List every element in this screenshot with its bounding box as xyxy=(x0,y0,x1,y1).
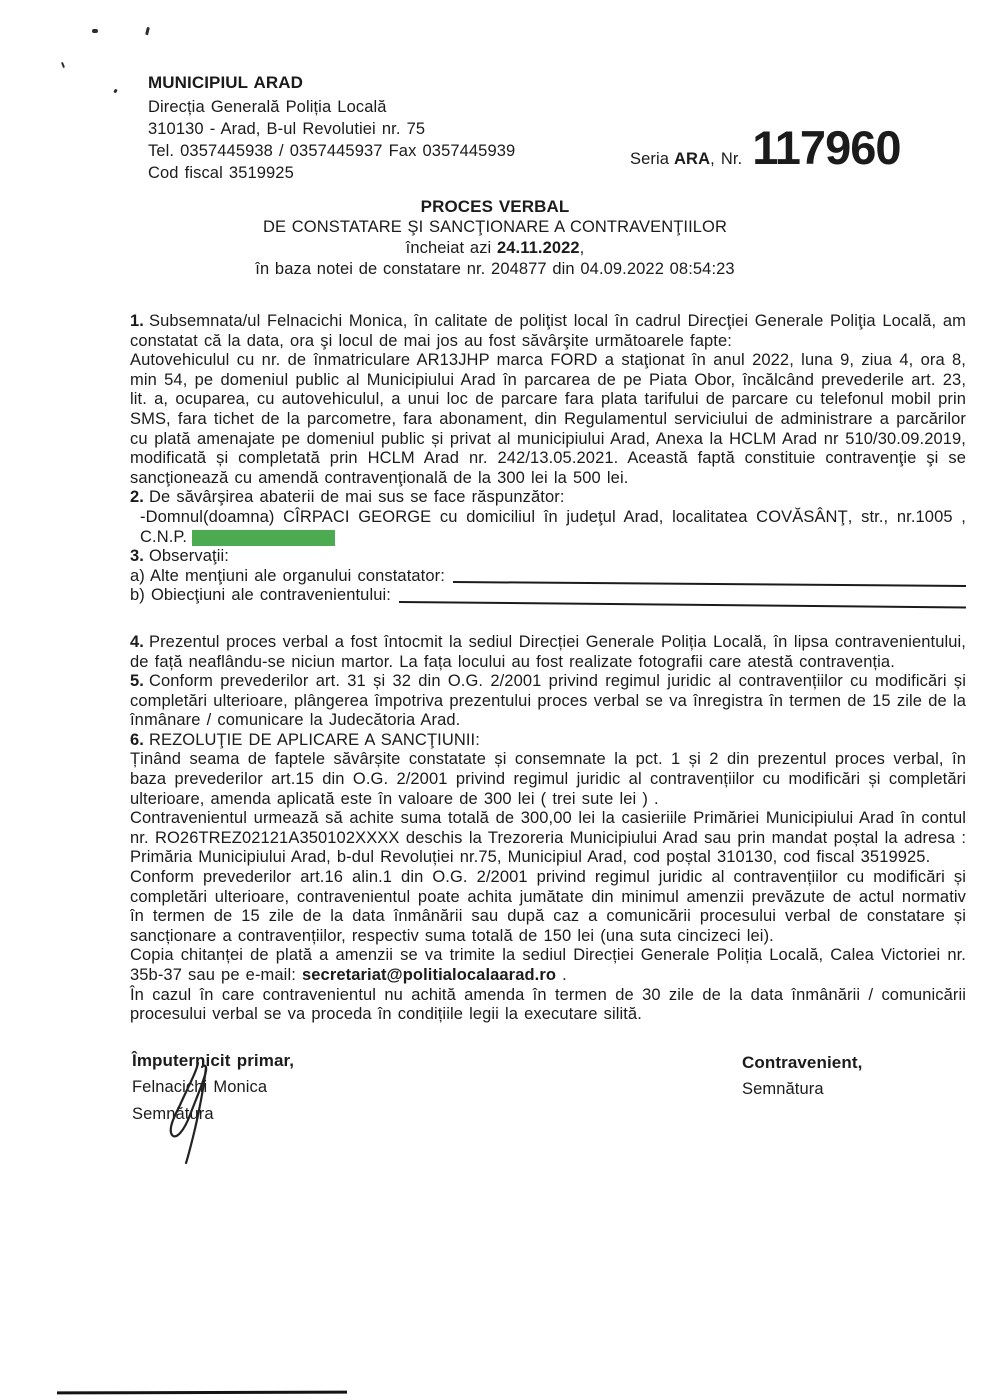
title-line-2: DE CONSTATARE ŞI SANCŢIONARE A CONTRAVENŢIILOR xyxy=(262,218,728,236)
resolution-paragraph-1: Ținând seama de faptele săvârșite constatate și consemnate la pct. 1 și 2 din prezentul proces verbal, în baza prevederilor art.15 din O.G. 2/2001 privind regimul juridic al contravențiilor cu modificări și completări ulterioare, amenda aplicată este în valoare de 300 lei ( trei sute lei ) . xyxy=(130,750,966,808)
org-name: MUNICIPIUL ARAD xyxy=(148,73,303,92)
observation-row-a xyxy=(130,567,966,587)
document-body xyxy=(130,312,966,1191)
scan-speck xyxy=(92,29,98,33)
section-number-1: 1. xyxy=(130,312,144,330)
officer-signature-title: Împuternicit primar, xyxy=(132,1050,295,1070)
paragraph-1-facts: Autovehiculul cu nr. de înmatriculare AR13JHP marca FORD a staţionat în anul 2022, luna 9, ziua 4, ora 8, min 54, pe domeniul public al Municipiului Arad în parcarea de pe Piata Obor, încălcând prevederile art. 23, lit. a, ocuparea, cu autovehiculul, a unui loc de parcare fara plata tarifului de parcare cu telefonul mobil prin SMS, fara tichet de la parcometre, fara abonament, din Regulamentul serviciului de administrare a parcărilor cu plată amenajate pe domeniul public și privat al municipiului Arad, Anexa la HCLM Arad nr 510/30.09.2019, modificată și completată prin HCLM Arad nr. 242/13.05.2021. Această faptă constituie contravenţie şi se sancţionează cu amendă contravenţională de la 300 lei la 500 lei. xyxy=(130,351,966,487)
series-value: ARA xyxy=(674,150,711,168)
series-label: Seria xyxy=(630,150,670,168)
observation-row-b xyxy=(130,586,966,606)
issuer-block xyxy=(148,72,515,184)
handwritten-signature xyxy=(160,1057,222,1169)
paragraph-1-intro-text: Subsemnata/ul Felnacichi Monica, în calitate de poliţist local în cadrul Direcţiei Generale Poliţia Locală, am constatat că la data, ora şi locul de mai jos au fost săvârşite următoarele fapte: xyxy=(130,312,966,350)
resolution-paragraph-5: În cazul în care contravenientul nu achită amenda în termen de 30 zile de la data înmânării / comunicării procesului verbal se va proceda în condițiile legii la executare silită. xyxy=(130,985,966,1024)
paragraph-5-text: Conform prevederilor art. 31 și 32 din O.G. 2/2001 privind regimul juridic al contravențiilor cu modificări și completări ulterioare, plângerea împotriva prezentului proces verbal se va înregistra în termen de 15 zile de la înmânare / comunicare la Judecătoria Arad. xyxy=(130,672,966,730)
section-number-3: 3. xyxy=(130,547,144,566)
section-number-2: 2. xyxy=(130,488,144,507)
officer-signature-label: Semnătura xyxy=(132,1104,214,1123)
document-number: 117960 xyxy=(752,121,901,174)
paragraph-4 xyxy=(130,633,966,672)
receipt-copy-tail: . xyxy=(556,966,567,984)
resolution-paragraph-4 xyxy=(130,946,966,985)
date-suffix: , xyxy=(579,239,585,257)
address-line: 310130 - Arad, B-ul Revolutiei nr. 75 xyxy=(148,120,426,138)
paragraph-1-intro xyxy=(130,312,966,351)
section-6-heading xyxy=(130,731,966,751)
offender-text: -Domnul(doamna) CÎRPACI GEORGE cu domiciliul în judeţul Arad, localitatea COVĂSÂNŢ, str., nr.1005 , C.N.P. xyxy=(140,507,966,546)
section-6-heading-text: REZOLUŢIE DE APLICARE A SANCŢIUNII: xyxy=(148,730,480,749)
cnp-redaction-block xyxy=(192,530,335,546)
section-gap xyxy=(130,606,966,633)
section-2-heading xyxy=(130,488,966,508)
section-3-heading-text: Observaţii: xyxy=(148,547,229,566)
resolution-paragraph-3: Conform prevederilor art.16 alin.1 din O.G. 2/2001 privind regimul juridic al contravențiilor cu modificări și completări ulterioare, contravenientul poate achita jumătate din minimul amenzii prevăzute de actul normativ în termen de 15 zile de la data înmânării sau după caz a comunicării procesului verbal de constatare și sancționare a contravențiilor, respectiv suma totală de 150 lei (una suta cincizeci lei). xyxy=(130,868,966,945)
document-title xyxy=(0,196,990,280)
offender-signature-label: Semnătura xyxy=(742,1080,824,1099)
section-2-heading-text: De săvârşirea abaterii de mai sus se face răspunzător: xyxy=(148,488,565,507)
officer-name: Felnacichi Monica xyxy=(132,1078,268,1097)
section-3-heading xyxy=(130,547,966,567)
fiscal-code-line: Cod fiscal 3519925 xyxy=(148,164,294,182)
officer-signature-block xyxy=(132,1051,294,1125)
section-number-4: 4. xyxy=(130,632,144,651)
date-prefix: încheiat azi xyxy=(405,239,497,257)
title-basis-line: în baza notei de constatare nr. 204877 din 04.09.2022 08:54:23 xyxy=(255,260,735,278)
section-number-5: 5. xyxy=(130,672,144,691)
number-label: , Nr. xyxy=(710,150,743,168)
scan-speck xyxy=(113,89,118,94)
signature-area xyxy=(130,1051,966,1191)
observation-b-label: b) Obiecţiuni ale contravenientului: xyxy=(130,586,391,605)
offender-line xyxy=(130,508,966,547)
paragraph-4-text: Prezentul proces verbal a fost întocmit la sediul Direcției Generale Poliția Locală, în lipsa contravenientului, de față neaflându-se niciun martor. La fața locului au fost realizate fotografii care atestă contravenția. xyxy=(130,632,966,671)
scan-speck xyxy=(145,27,150,35)
observation-a-label: a) Alte menţiuni ale organului constatator: xyxy=(130,566,445,585)
title-date-line xyxy=(0,238,990,259)
section-number-6: 6. xyxy=(130,730,144,749)
scan-speck xyxy=(61,62,65,68)
offender-signature-block xyxy=(742,1053,862,1100)
phone-line: Tel. 0357445938 / 0357445937 Fax 0357445939 xyxy=(148,142,516,160)
scan-edge-line xyxy=(57,1391,347,1395)
receipt-copy-text: Copia chitanței de plată a amenzii se va trimite la sediul Direcției Generale Poliția Locală, Calea Victoriei nr. 35b-37 sau pe e-mail: xyxy=(130,946,966,984)
resolution-paragraph-2: Contravenientul urmează să achite suma totală de 300,00 lei la casieriile Primăriei Municipiului Arad în contul nr. RO26TREZ02121A350102XXXX deschis la Trezoreria Municipiului Arad sau prin mandat poștal la adresa : Primăria Municipiului Arad, b-dul Revoluției nr.75, Municipiul Arad, cod poștal 310130, cod fiscal 3519925. xyxy=(130,809,966,867)
date-value: 24.11.2022 xyxy=(497,239,580,257)
department-name: Direcția Generală Poliția Locală xyxy=(148,98,387,116)
series-number-block xyxy=(630,121,901,174)
paragraph-5 xyxy=(130,672,966,731)
offender-signature-title: Contravenient, xyxy=(742,1052,863,1072)
contact-email: secretariat@politialocalaarad.ro xyxy=(301,966,557,984)
title-line-1: PROCES VERBAL xyxy=(420,197,570,216)
